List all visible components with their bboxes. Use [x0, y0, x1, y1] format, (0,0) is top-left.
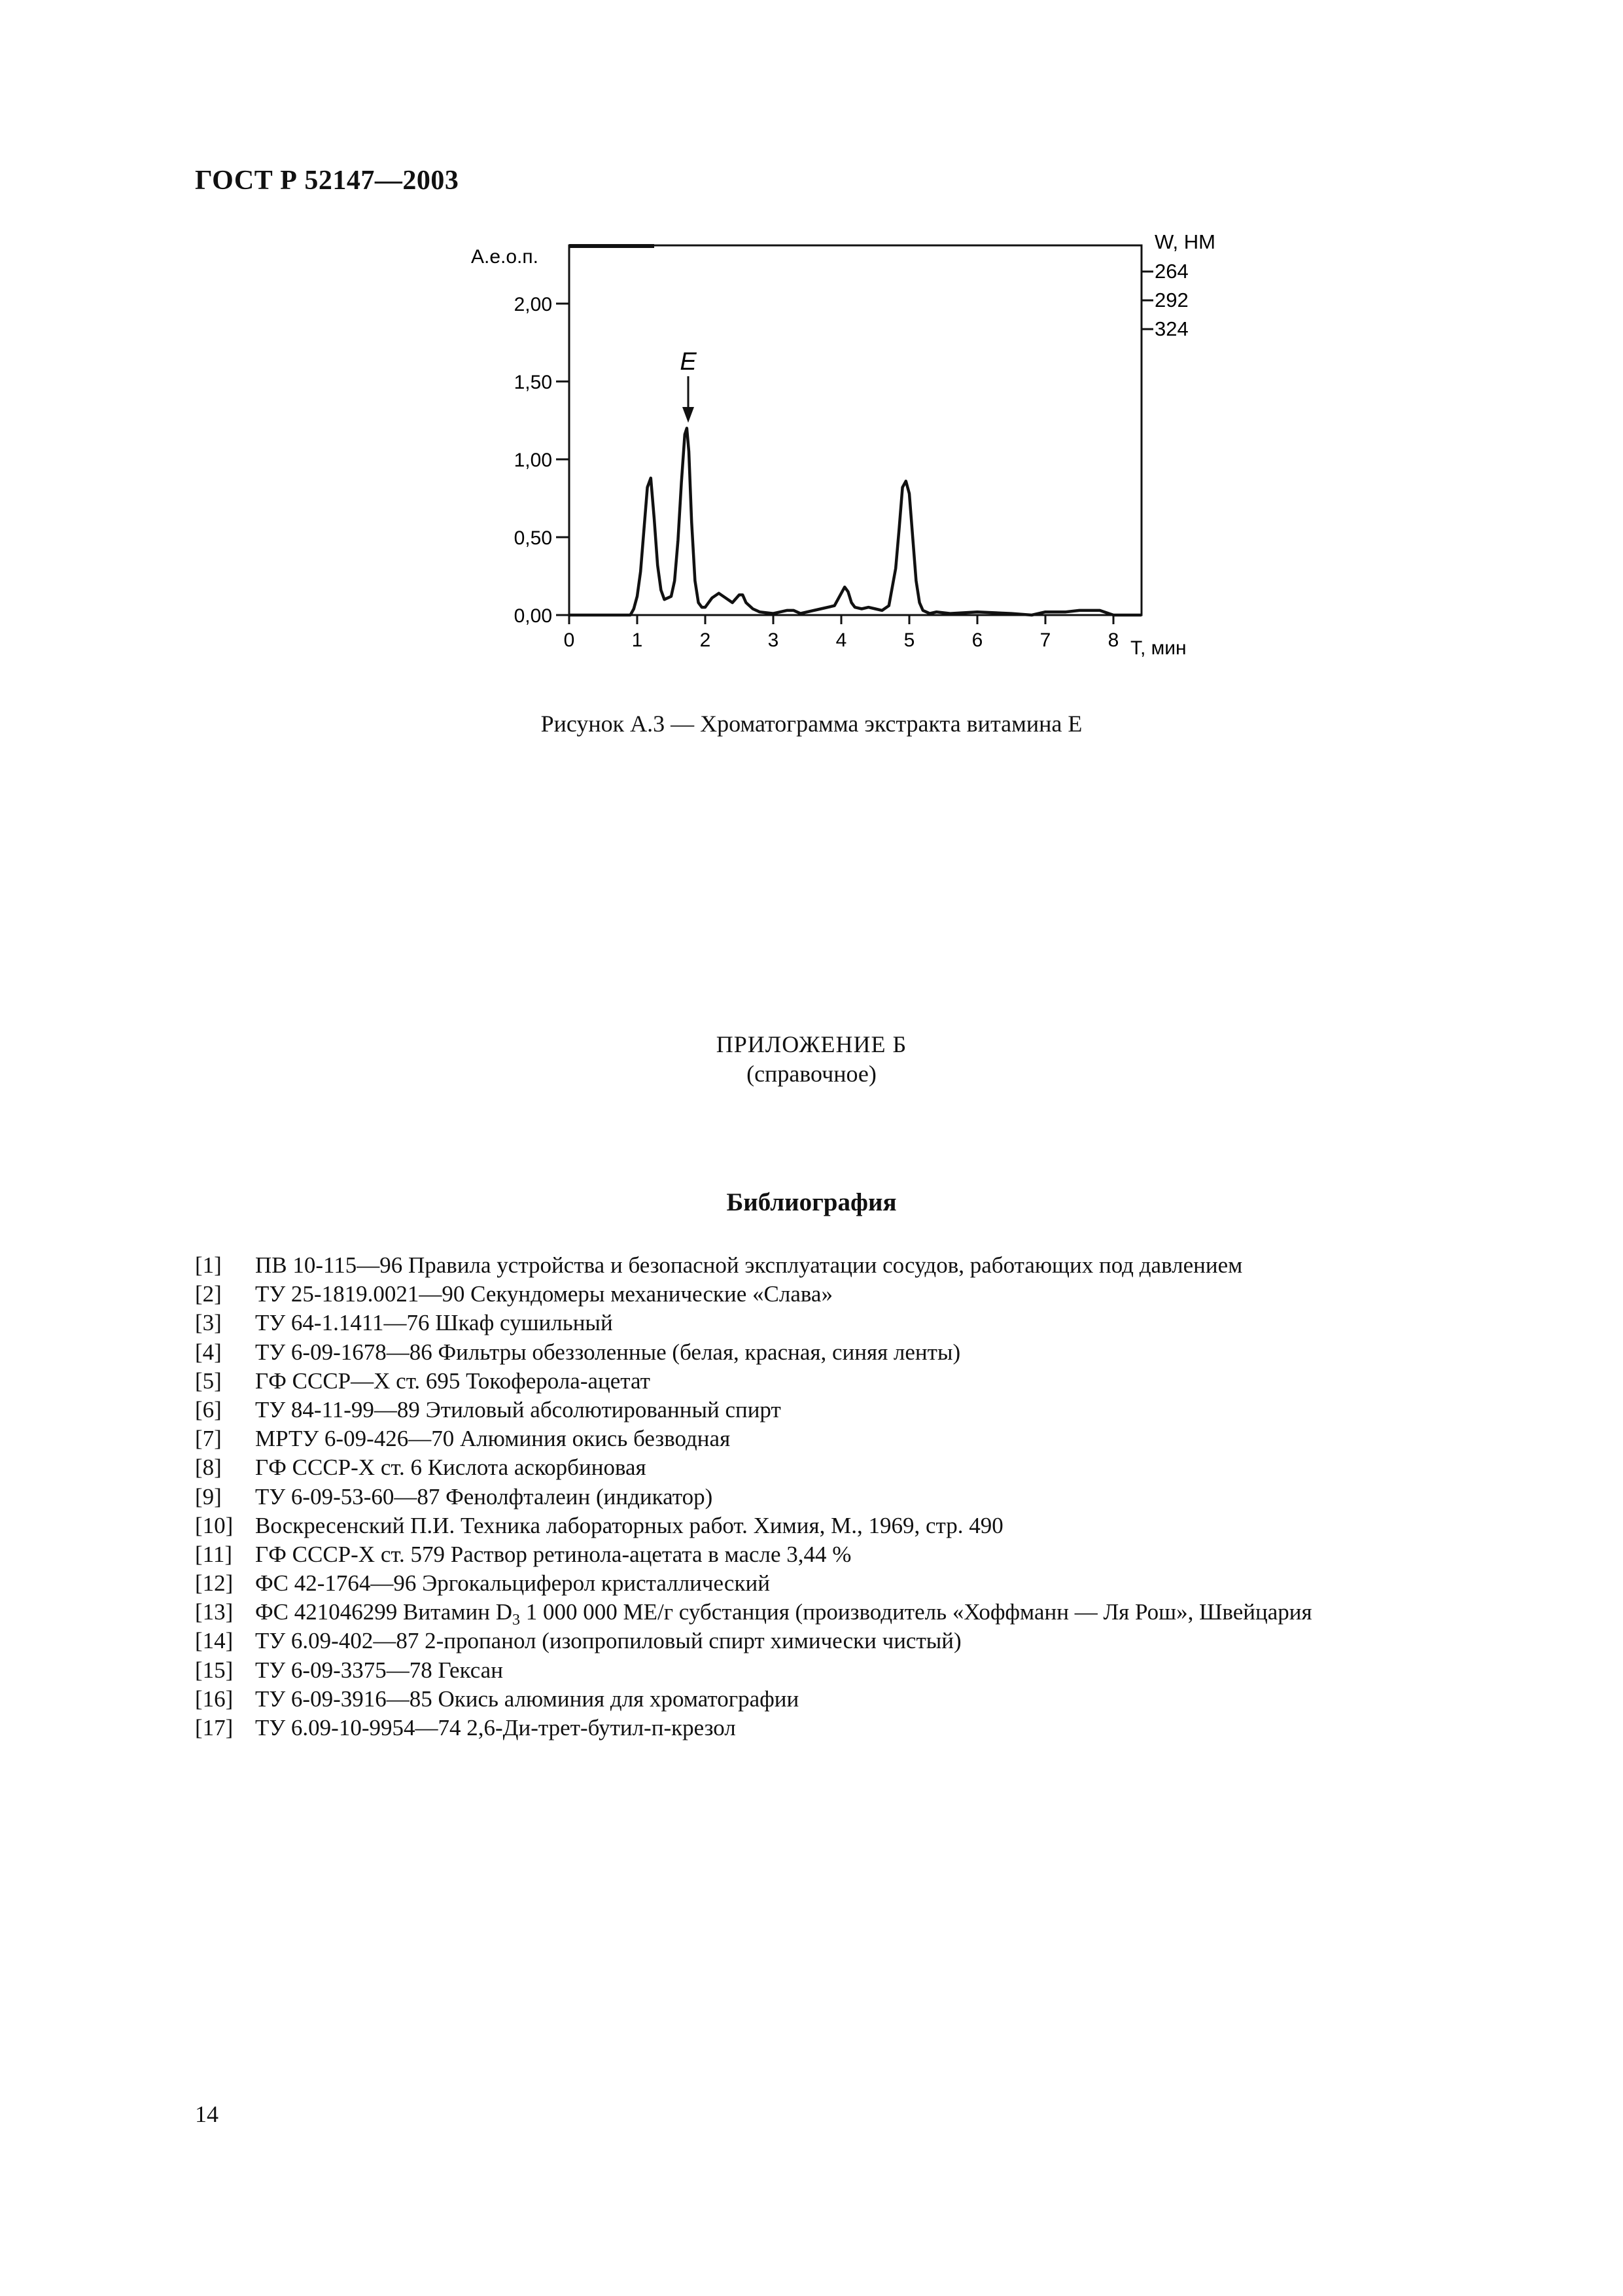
- y-axis-ticks: [514, 294, 569, 627]
- bibliography-item-number: [4]: [195, 1339, 222, 1365]
- bibliography-item-subscript: 3: [512, 1612, 520, 1629]
- bibliography-item-text-main: Воскресенский П.И. Техника лабораторных работ. Химия, М., 1969, стр. 490: [255, 1512, 1003, 1538]
- x-axis-label: T, мин: [1130, 637, 1187, 659]
- bibliography-item-number: [3]: [195, 1310, 222, 1336]
- bibliography-item-text-main: МРТУ 6-09-426—70 Алюминия окись безводная: [255, 1426, 731, 1452]
- bibliography-item: [195, 1338, 1312, 1367]
- bibliography-item-number: [10]: [195, 1512, 234, 1538]
- y-tick-label: 2,00: [514, 294, 552, 315]
- bibliography-item-text: [255, 1280, 833, 1309]
- wavelength-axis-title: W, НМ: [1155, 230, 1215, 253]
- bibliography-item: [195, 1424, 1312, 1453]
- bibliography-item-text: [255, 1627, 962, 1655]
- peak-e-annotation: [680, 348, 697, 423]
- page-number: 14: [195, 2101, 218, 2127]
- bibliography-item-text: [255, 1251, 1242, 1280]
- x-tick-label: 2: [699, 629, 711, 651]
- x-tick-label: 5: [903, 629, 915, 651]
- bibliography-item-text: [255, 1656, 503, 1685]
- bibliography-item: [195, 1598, 1312, 1627]
- x-tick-label: 0: [563, 629, 575, 651]
- bibliography-item-text: [255, 1685, 799, 1714]
- bibliography-item-text-after: 1 000 000 МЕ/г субстанция (производитель «Хоффманн — Ля Рош», Швейцария: [519, 1599, 1312, 1625]
- wavelength-legend: [1142, 230, 1215, 340]
- wavelength-value: 264: [1155, 260, 1189, 283]
- bibliography-item: [195, 1396, 1312, 1424]
- bibliography-item-text: [255, 1483, 712, 1511]
- bibliography-item: [195, 1656, 1312, 1685]
- document-header: ГОСТ Р 52147—2003: [195, 166, 459, 196]
- wavelength-value: 292: [1155, 289, 1189, 311]
- bibliography-item: [195, 1627, 1312, 1655]
- bibliography-item-text-main: ПВ 10-115—96 Правила устройства и безопасной эксплуатации сосудов, работающих под давлением: [255, 1252, 1243, 1278]
- y-tick-label: 1,00: [514, 450, 552, 471]
- bibliography-item: [195, 1511, 1312, 1540]
- bibliography-item: [195, 1367, 1312, 1396]
- bibliography-item-number: [6]: [195, 1396, 222, 1422]
- bibliography-item-number: [5]: [195, 1368, 222, 1394]
- y-tick-label: 1,50: [514, 372, 552, 393]
- x-tick-label: 7: [1039, 629, 1051, 651]
- bibliography-item-text-main: ТУ 6-09-1678—86 Фильтры обеззоленные (белая, красная, синяя ленты): [255, 1339, 961, 1365]
- bibliography-item: [195, 1569, 1312, 1598]
- bibliography-item-text: [255, 1598, 1312, 1627]
- plot-border: [569, 245, 1142, 615]
- figure-caption: Рисунок А.3 — Хроматограмма экстракта витамина Е: [540, 711, 1083, 737]
- wavelength-value: 324: [1155, 317, 1189, 340]
- peak-arrow-head: [682, 407, 694, 423]
- x-tick-label: 8: [1108, 629, 1119, 651]
- bibliography-item-text-main: ТУ 6-09-53-60—87 Фенолфталеин (индикатор): [255, 1483, 713, 1510]
- bibliography-item-number: [13]: [195, 1599, 234, 1625]
- appendix-subtitle: (справочное): [746, 1061, 877, 1087]
- bibliography-item: [195, 1309, 1312, 1337]
- bibliography-item: [195, 1453, 1312, 1482]
- bibliography-item: [195, 1540, 1312, 1569]
- bibliography-item: [195, 1714, 1312, 1742]
- bibliography-item-text: [255, 1511, 1003, 1540]
- bibliography-item-text: [255, 1309, 613, 1337]
- peak-label: E: [680, 348, 697, 376]
- bibliography-item-text-main: ТУ 25-1819.0021—90 Секундомеры механические «Слава»: [255, 1281, 833, 1307]
- x-tick-label: 3: [767, 629, 779, 651]
- bibliography-item-text: [255, 1338, 960, 1367]
- bibliography-item-text-main: ТУ 6.09-402—87 2-пропанол (изопропиловый спирт химически чистый): [255, 1628, 962, 1654]
- bibliography-item-text-main: ТУ 84-11-99—89 Этиловый абсолютированный спирт: [255, 1396, 781, 1422]
- bibliography-item-number: [17]: [195, 1715, 234, 1740]
- bibliography-item-text-main: ТУ 6-09-3375—78 Гексан: [255, 1657, 503, 1683]
- bibliography-item-number: [1]: [195, 1252, 222, 1278]
- bibliography-item-text-main: ГФ СССР-Х ст. 6 Кислота аскорбиновая: [255, 1455, 646, 1481]
- bibliography-item-text-main: ТУ 64-1.1411—76 Шкаф сушильный: [255, 1310, 613, 1336]
- bibliography-item-number: [14]: [195, 1628, 234, 1654]
- bibliography-item-text: [255, 1396, 781, 1424]
- bibliography-item-text-main: ФС 421046299 Витамин D: [255, 1599, 512, 1625]
- x-tick-label: 4: [835, 629, 847, 651]
- bibliography-item-number: [16]: [195, 1686, 234, 1712]
- bibliography-item-number: [9]: [195, 1483, 222, 1510]
- bibliography-item-text-main: ФС 42-1764—96 Эргокальциферол кристаллический: [255, 1570, 770, 1597]
- bibliography-item-text: [255, 1569, 770, 1598]
- bibliography-item-number: [2]: [195, 1281, 222, 1307]
- plot-frame: [569, 245, 1142, 615]
- bibliography-item-text-main: ГФ СССР—Х ст. 695 Токоферола-ацетат: [255, 1368, 650, 1394]
- bibliography-item-text-main: ТУ 6.09-10-9954—74 2,6-Ди-трет-бутил-п-крезол: [255, 1715, 736, 1740]
- bibliography-item-number: [12]: [195, 1570, 234, 1597]
- chromatogram-chart: [458, 229, 1243, 674]
- bibliography-heading: Библиография: [726, 1188, 897, 1216]
- bibliography-item-text: [255, 1714, 736, 1742]
- y-axis-label: А.е.о.п.: [471, 246, 538, 268]
- y-tick-label: 0,50: [514, 527, 552, 549]
- x-tick-label: 6: [971, 629, 983, 651]
- x-axis-ticks: [564, 615, 1119, 651]
- appendix-title: ПРИЛОЖЕНИЕ Б: [716, 1031, 907, 1057]
- bibliography-list: [195, 1251, 1312, 1742]
- bibliography-item-number: [7]: [195, 1426, 222, 1452]
- bibliography-item-text-main: ГФ СССР-Х ст. 579 Раствор ретинола-ацетата в масле 3,44 %: [255, 1541, 852, 1567]
- bibliography-item: [195, 1483, 1312, 1511]
- bibliography-item: [195, 1251, 1312, 1280]
- bibliography-item-number: [11]: [195, 1541, 233, 1567]
- bibliography-item-text-main: ТУ 6-09-3916—85 Окись алюминия для хроматографии: [255, 1686, 799, 1712]
- bibliography-item-text: [255, 1424, 730, 1453]
- bibliography-item-text: [255, 1540, 851, 1569]
- y-tick-label: 0,00: [514, 605, 552, 627]
- bibliography-item: [195, 1280, 1312, 1309]
- chromatogram-trace: [569, 428, 1142, 615]
- x-tick-label: 1: [631, 629, 643, 651]
- bibliography-item-number: [8]: [195, 1455, 222, 1481]
- bibliography-item-text: [255, 1367, 650, 1396]
- bibliography-item: [195, 1685, 1312, 1714]
- bibliography-item-number: [15]: [195, 1657, 234, 1683]
- bibliography-item-text: [255, 1453, 646, 1482]
